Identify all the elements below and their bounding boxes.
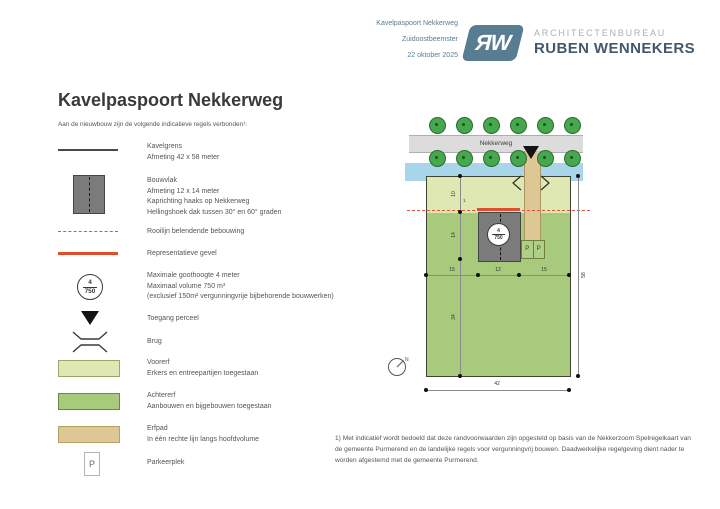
erfpad-path <box>524 151 541 243</box>
volume-badge <box>487 223 510 246</box>
legend-text-line: Kavelgrens <box>147 143 183 150</box>
dimension-dot <box>567 388 571 392</box>
bridge-mark-left-icon <box>509 175 523 191</box>
dimension-label: 58 <box>581 272 587 278</box>
tree-icon <box>483 117 500 134</box>
dimension-label: 10 <box>451 191 457 197</box>
header-doc-title: Kavelpaspoort Nekkerweg <box>376 20 458 27</box>
legend-text-line: Toegang perceel <box>147 315 199 322</box>
compass-north-label: N <box>405 357 409 363</box>
dimension-label: 34 <box>451 314 457 320</box>
legend-text-line: Parkeerplek <box>147 459 185 466</box>
volume-badge-symbol <box>77 274 103 300</box>
dimension-dot <box>567 273 571 277</box>
legend-text-line: In één rechte lijn langs hoofdvolume <box>147 435 260 443</box>
entrance-triangle-icon <box>81 311 99 325</box>
legend-brug <box>147 337 162 348</box>
legend-text-line: Afmeting 12 x 14 meter <box>147 187 220 195</box>
legend-toegang <box>147 314 199 325</box>
dimension-dot <box>458 257 462 261</box>
firm-logo-icon <box>462 25 525 61</box>
rooilijn-symbol <box>58 231 118 232</box>
legend-gevel <box>147 249 217 260</box>
legend-rooilijn <box>147 227 244 238</box>
achtererf-swatch <box>58 393 120 410</box>
tree-icon <box>456 150 473 167</box>
legend-text-line: Erkers en entreepartijen toegestaan <box>147 369 259 377</box>
tree-icon <box>510 117 527 134</box>
legend-text-line: Bouwvlak <box>147 177 177 184</box>
entrance-triangle-icon <box>523 146 539 159</box>
legend-text-line: Kaprichting haaks op Nekkerweg <box>147 198 250 205</box>
page-intro: Aan de nieuwbouw zijn de volgende indicatieve regels verbonden¹: <box>58 121 248 128</box>
bridge-symbol-icon <box>72 331 108 353</box>
dimension-line <box>578 176 579 376</box>
legend-text-line: Erfpad <box>147 425 168 432</box>
rooilijn-line <box>407 210 590 211</box>
bridge-mark-right-icon <box>539 175 553 191</box>
legend-text-line: (exclusief 150m² vergunningvrije bijbehorende bouwwerken) <box>147 293 334 300</box>
parking-space: P <box>521 240 534 259</box>
tree-icon <box>483 150 500 167</box>
legend-text-line: Representatieve gevel <box>147 250 217 257</box>
dimension-label: 1 <box>463 198 466 203</box>
legend-achtererf <box>147 391 272 412</box>
header-date: 22 oktober 2025 <box>407 52 458 59</box>
tree-icon <box>456 117 473 134</box>
legend-text-line: Maximaal volume 750 m³ <box>147 282 226 290</box>
logo-monogram: ЯW <box>472 30 514 55</box>
header-meta <box>240 16 458 64</box>
dimension-line <box>426 390 569 391</box>
legend-parkeer <box>147 458 184 469</box>
legend-volume <box>147 271 334 303</box>
page-title: Kavelpaspoort Nekkerweg <box>58 90 284 110</box>
legend-erfpad <box>147 424 259 445</box>
dimension-dot <box>424 273 428 277</box>
dimension-dot <box>517 273 521 277</box>
dimension-label: 15 <box>449 267 455 273</box>
tree-icon <box>429 117 446 134</box>
erfpad-swatch <box>58 426 120 443</box>
road-label: Nekkerweg <box>479 140 513 147</box>
tree-icon <box>564 117 581 134</box>
badge-volume: 750 <box>84 287 96 295</box>
dimension-label: 42 <box>494 381 500 387</box>
legend-bouwvlak <box>147 176 281 218</box>
tree-icon <box>537 150 554 167</box>
parking-symbol: P <box>84 452 100 476</box>
kavelgrens-line-symbol <box>58 149 118 151</box>
tree-icon <box>564 150 581 167</box>
dimension-label: 14 <box>451 232 457 238</box>
legend-text-line: Brug <box>147 338 162 345</box>
tree-icon <box>537 117 554 134</box>
legend-text-line: Achtererf <box>147 392 176 399</box>
dimension-line <box>426 275 569 276</box>
dimension-dot <box>576 374 580 378</box>
plot-kavel <box>426 176 571 377</box>
gevel-symbol <box>58 252 118 255</box>
dimension-dot <box>476 273 480 277</box>
bouwvlak-symbol <box>73 175 105 214</box>
legend-text-line: Aanbouwen en bijgebouwen toegestaan <box>147 402 272 410</box>
badge-goothoogte: 4 <box>88 278 92 286</box>
dimension-label: 15 <box>541 267 547 273</box>
site-plan <box>381 108 616 408</box>
firm-type-label: ARCHITECTENBUREAU <box>534 28 667 38</box>
header-location: Zuidoostbeemster <box>401 36 458 43</box>
legend-text-line: Rooilijn belendende bebouwing <box>147 228 245 235</box>
dimension-dot <box>458 210 462 214</box>
legend-text-line: Voorerf <box>147 359 170 366</box>
parking-space: P <box>533 240 546 259</box>
dimension-label: 12 <box>495 267 501 273</box>
dimension-dot <box>458 374 462 378</box>
voorerf-swatch <box>58 360 120 377</box>
badge-volume: 750 <box>494 235 503 241</box>
tree-icon <box>429 150 446 167</box>
badge-goothoogte: 4 <box>497 227 500 234</box>
legend-text-line: Maximale goothoogte 4 meter <box>147 272 240 279</box>
legend-text-line: Afmeting 42 x 58 meter <box>147 153 220 161</box>
legend-kavelgrens <box>147 142 219 163</box>
dimension-dot <box>576 174 580 178</box>
dimension-dot <box>458 174 462 178</box>
compass-icon <box>385 353 415 383</box>
dimension-line <box>460 176 461 376</box>
legend-voorerf <box>147 358 258 379</box>
legend-text-line: Hellingshoek dak tussen 30° en 60° graden <box>147 208 282 216</box>
firm-name-label: RUBEN WENNEKERS <box>534 40 696 57</box>
footnote: 1) Met indicatief wordt bedoeld dat deze randvoorwaarden zijn opgesteld op basis van de Nekkerzoom Spelregelkaart van de gemeente Purmerend en de landelijke regels voor vergunningvrij bouwen. Daadwerkelijke regelgeving dient nader te worden afgestemd met de gemeente Purmerend. <box>335 435 691 464</box>
dimension-dot <box>424 388 428 392</box>
ridge-dash-line <box>89 177 90 212</box>
